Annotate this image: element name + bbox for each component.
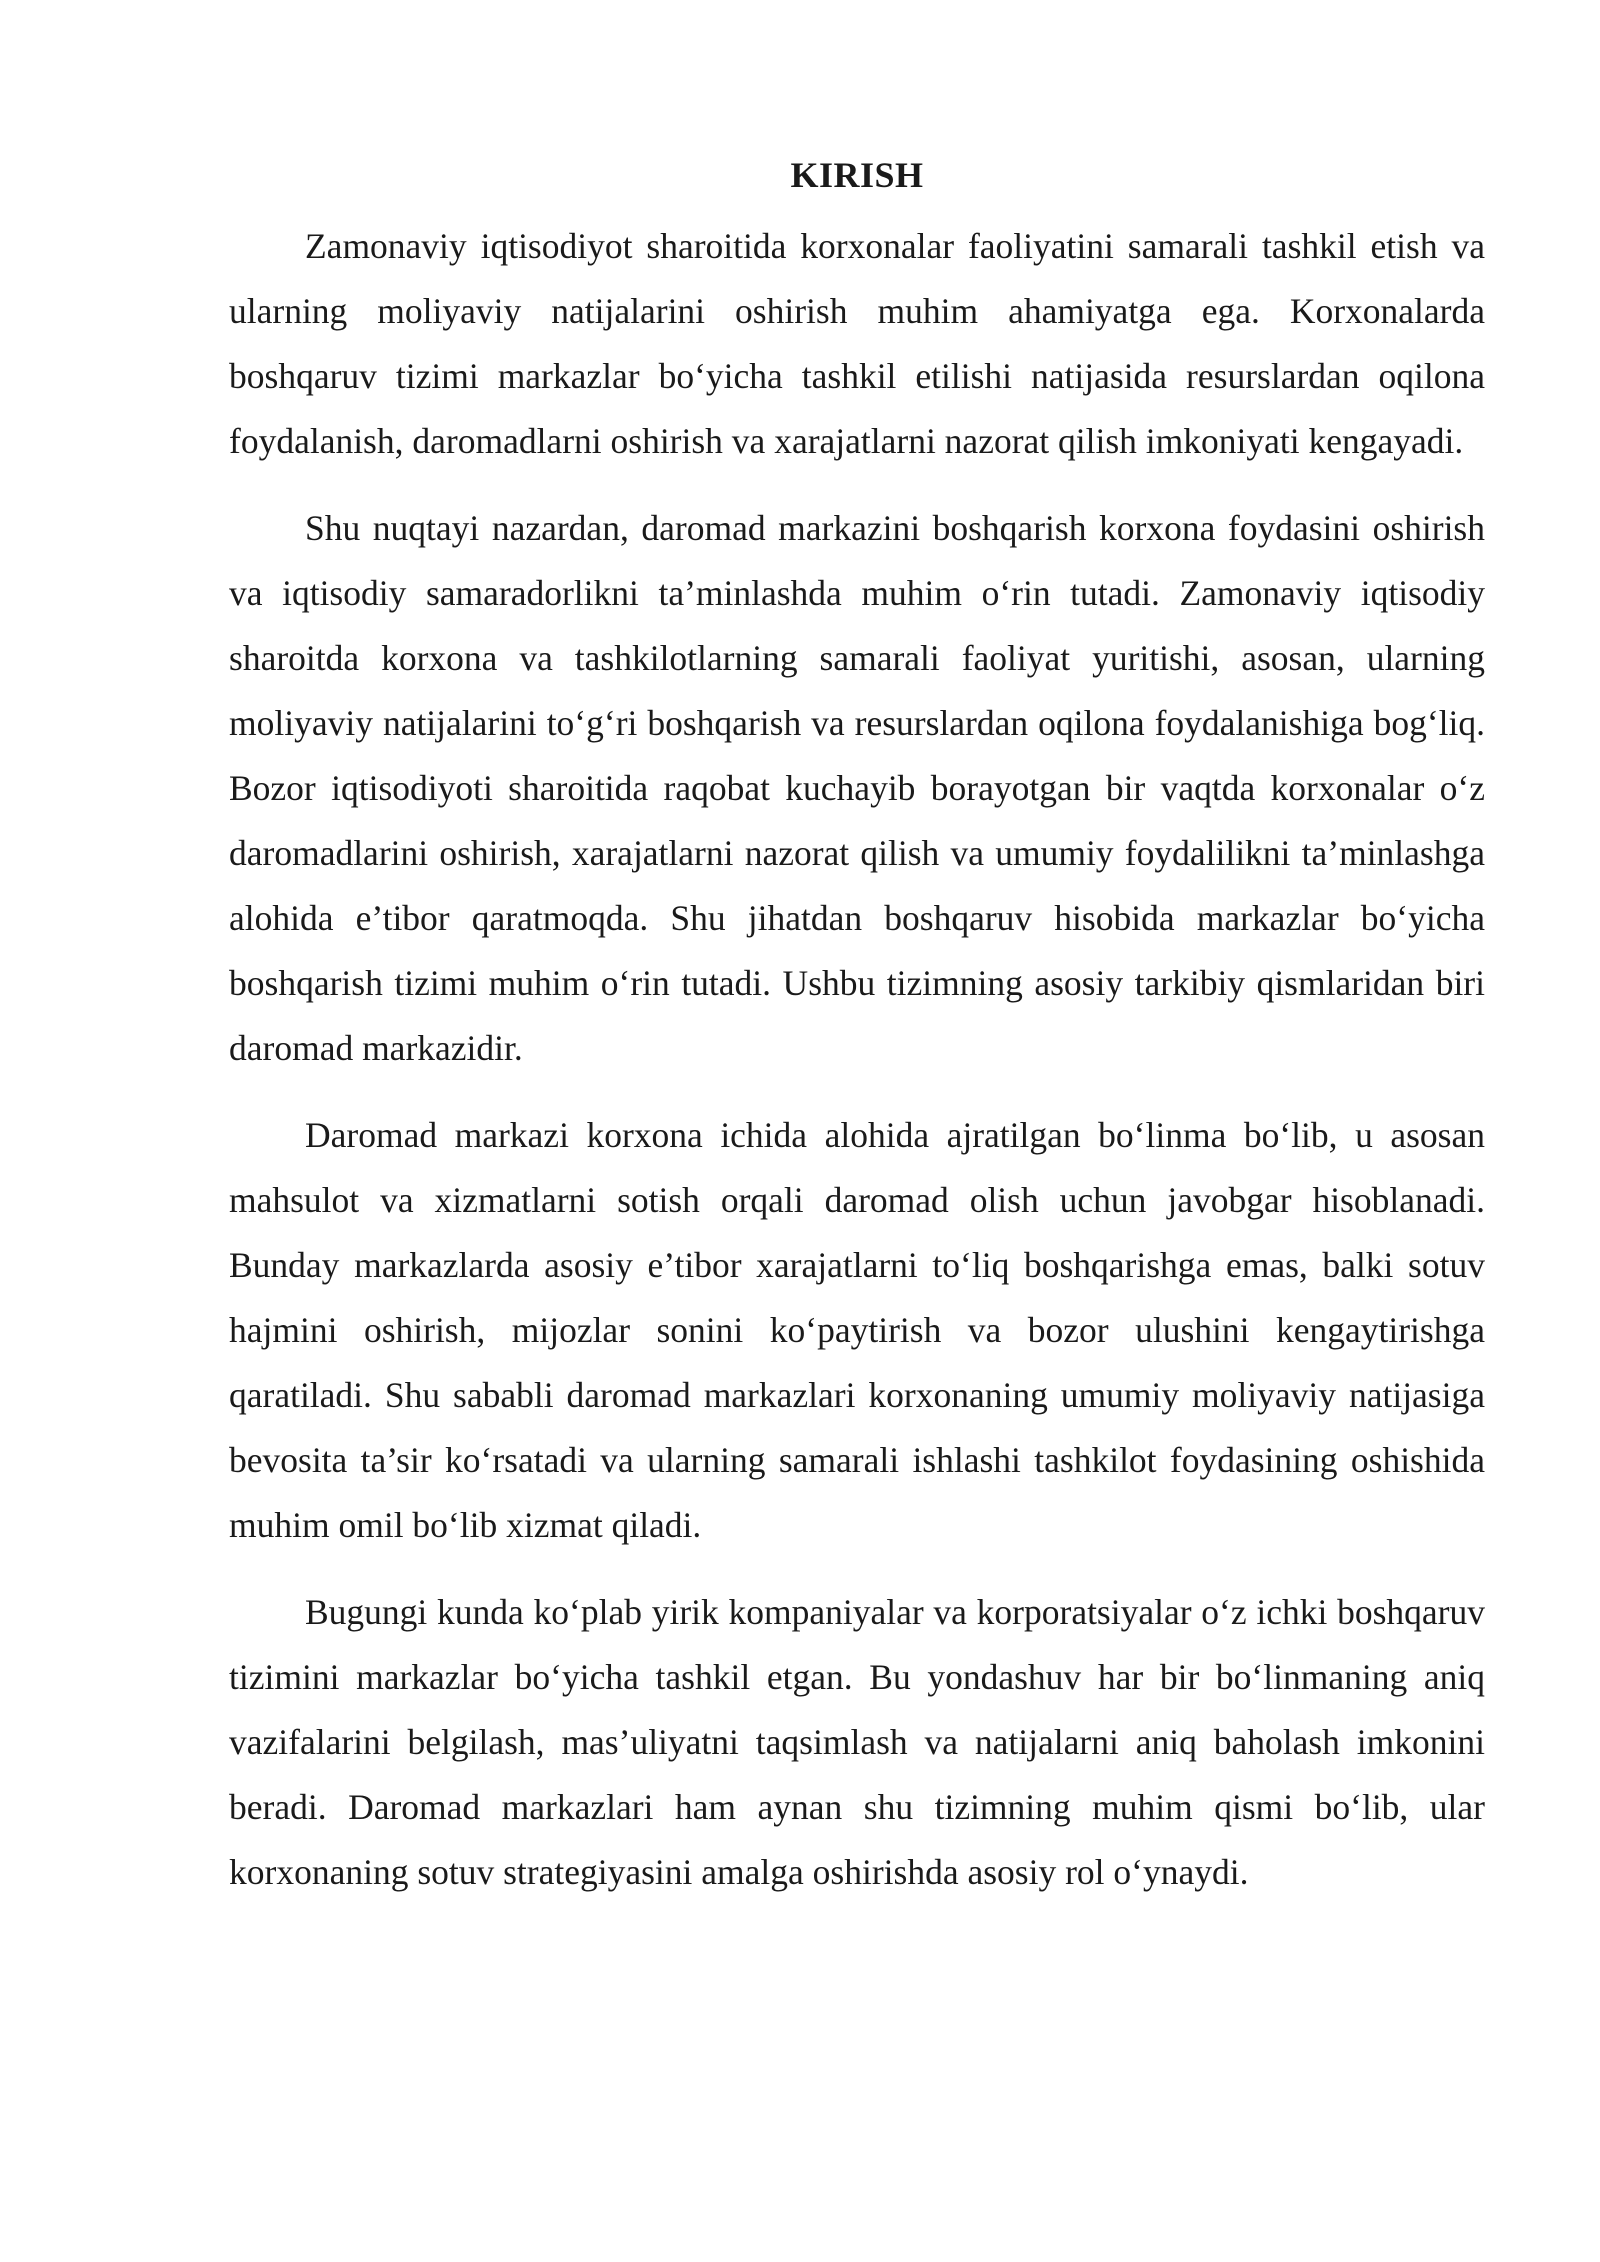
paragraph-1: Zamonaviy iqtisodiyot sharoitida korxonalar faoliyatini samarali tashkil etish va ularning moliyaviy natijalarini oshirish muhim ahamiyatga ega. Korxonalarda boshqaruv tizimi markazlar bo‘yicha tashkil etilishi natijasida resurslardan oqilona foydalanish, daromadlarni oshirish va xarajatlarni nazorat qilish imkoniyati kengayadi. [229, 226, 1485, 461]
paragraph-4: Bugungi kunda ko‘plab yirik kompaniyalar va korporatsiyalar o‘z ichki boshqaruv tizimini markazlar bo‘yicha tashkil etgan. Bu yondashuv har bir bo‘linmaning aniq vazifalarini belgilash, mas’uliyatni taqsimlash va natijalarni aniq baholash imkonini beradi. Daromad markazlari ham aynan shu tizimning muhim qismi bo‘lib, ular korxonaning sotuv strategiyasini amalga oshirishda asosiy rol o‘ynaydi. [229, 1592, 1485, 1892]
document-body [229, 150, 1485, 1927]
paragraph-3: Daromad markazi korxona ichida alohida ajratilgan bo‘linma bo‘lib, u asosan mahsulot va xizmatlarni sotish orqali daromad olish uchun javobgar hisoblanadi. Bunday markazlarda asosiy e’tibor xarajatlarni to‘liq boshqarishga emas, balki sotuv hajmini oshirish, mijozlar sonini ko‘paytirish va bozor ulushini kengaytirishga qaratiladi. Shu sababli daromad markazlari korxonaning umumiy moliyaviy natijasiga bevosita ta’sir ko‘rsatadi va ularning samarali ishlashi tashkilot foydasining oshishida muhim omil bo‘lib xizmat qiladi. [229, 1115, 1485, 1545]
page-title: KIRISH [790, 155, 924, 195]
paragraph-2: Shu nuqtayi nazardan, daromad markazini boshqarish korxona foydasini oshirish va iqtisodiy samaradorlikni ta’minlashda muhim o‘rin tutadi. Zamonaviy iqtisodiy sharoitda korxona va tashkilotlarning samarali faoliyat yuritishi, asosan, ularning moliyaviy natijalarini to‘g‘ri boshqarish va resurslardan oqilona foydalanishiga bog‘liq. Bozor iqtisodiyoti sharoitida raqobat kuchayib borayotgan bir vaqtda korxonalar o‘z daromadlarini oshirish, xarajatlarni nazorat qilish va umumiy foydalilikni ta’minlashga alohida e’tibor qaratmoqda. Shu jihatdan boshqaruv hisobida markazlar bo‘yicha boshqarish tizimi muhim o‘rin tutadi. Ushbu tizimning asosiy tarkibiy qismlaridan biri daromad markazidir. [229, 508, 1485, 1068]
